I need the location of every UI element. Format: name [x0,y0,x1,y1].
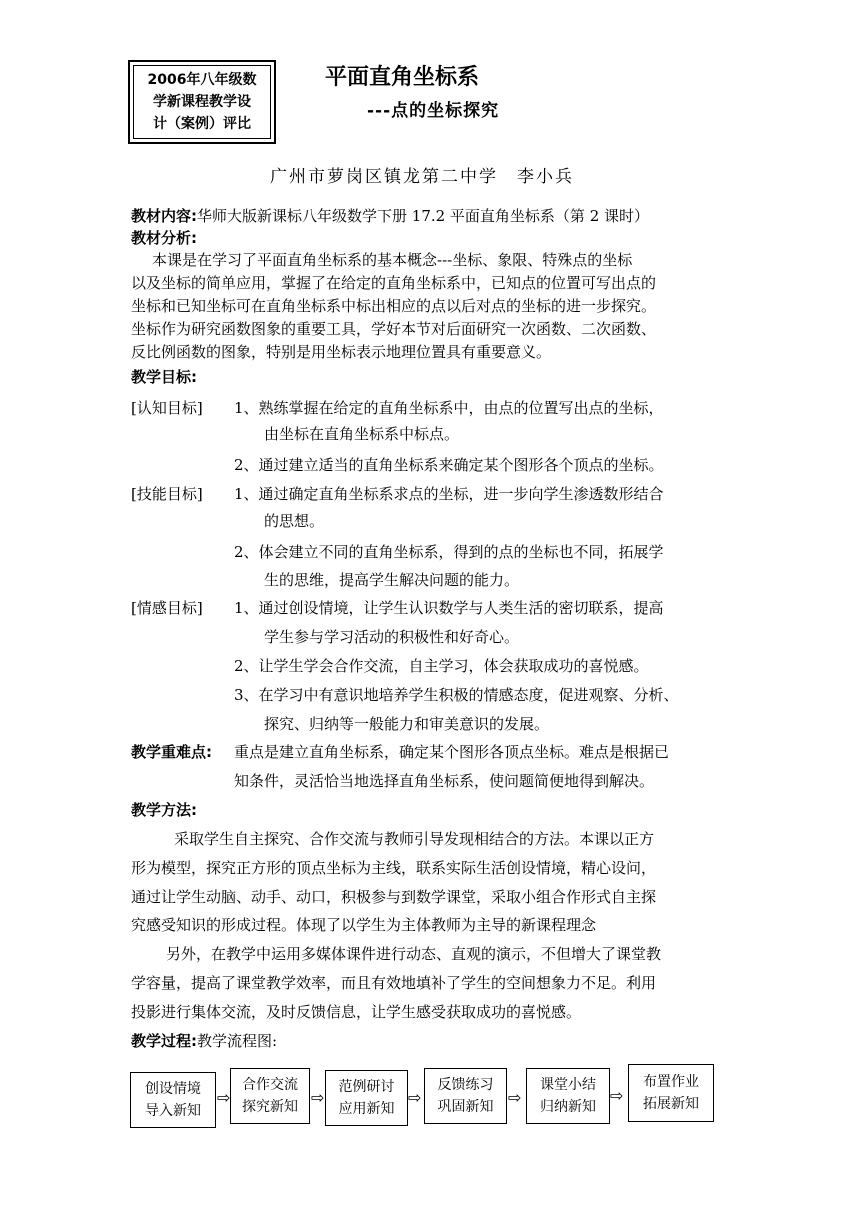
flow-box-3 [325,1070,408,1126]
method-line-2: 形为模型，探究正方形的顶点坐标为主线，联系实际生活创设情境，精心设问， [131,859,657,877]
stamp-line-3: 计（案例）评比 [153,116,251,132]
goal-emotion-label: [情感目标] [131,599,203,617]
stamp-line-2: 学新课程教学设 [153,94,251,110]
goal-skill-1: 1、通过确定直角坐标系求点的坐标，进一步向学生渗透数形结合 [234,485,664,503]
goal-skill-2b: 生的思维，提高学生解决问题的能力。 [264,571,520,589]
key-line-1: 重点是建立直角坐标系，确定某个图形各顶点坐标。难点是根据已 [234,743,670,761]
material-row [131,206,649,226]
material-text: 华师大版新课标八年级数学下册 17.2 平面直角坐标系（第 2 课时） [197,207,650,225]
goals-label: 教学目标: [131,368,197,386]
goal-cognitive-1: 1、熟练掌握在给定的直角坐标系中，由点的位置写出点的坐标， [234,399,664,417]
flow-box-6-line-1: 布置作业 [643,1074,699,1090]
flow-box-1 [130,1072,216,1128]
flow-arrow-icon: ⇨ [610,1086,624,1105]
page-title: 平面直角坐标系 [325,65,480,90]
method-line-5: 另外，在教学中运用多媒体课件进行动态、直观的演示，不但增大了课堂教 [166,945,662,963]
flow-box-4 [424,1068,507,1124]
flow-box-6-line-2: 拓展新知 [643,1096,699,1112]
flow-arrow-icon: ⇨ [311,1088,325,1107]
contest-stamp-box [128,60,276,144]
method-line-1: 采取学生自主探究、合作交流与教师引导发现相结合的方法。本课以正方 [174,830,655,848]
flow-box-3-line-2: 应用新知 [338,1101,395,1117]
process-text: 教学流程图: [197,1032,278,1050]
goal-cognitive-1b: 由坐标在直角坐标系中标点。 [264,425,460,443]
flow-box-2 [230,1068,310,1124]
flow-box-1-line-2: 导入新知 [145,1103,201,1119]
method-label: 教学方法: [131,801,197,819]
flow-arrow-icon: ⇨ [408,1088,422,1107]
key-line-2: 知条件，灵活恰当地选择直角坐标系，使问题简便地得到解决。 [234,772,655,790]
goal-skill-label: [技能目标] [131,485,203,503]
flow-box-2-line-2: 探究新知 [242,1099,298,1115]
process-row [131,1031,277,1051]
method-line-6: 学容量，提高了课堂教学效率，而且有效地填补了学生的空间想象力不足。利用 [131,974,657,992]
goal-emotion-1b: 学生参与学习活动的积极性和好奇心。 [264,628,520,646]
goal-emotion-3b: 探究、归纳等一般能力和审美意识的发展。 [264,715,550,733]
flow-box-3-line-1: 范例研讨 [338,1079,395,1095]
method-line-7: 投影进行集体交流，及时反馈信息，让学生感受获取成功的喜悦感。 [131,1003,582,1021]
flow-box-4-line-2: 巩固新知 [437,1099,494,1115]
goal-cognitive-label: [认知目标] [131,399,203,417]
method-line-3: 通过让学生动脑、动手、动口，积极参与到数学课堂，采取小组合作形式自主探 [131,888,657,906]
contest-stamp-inner [133,65,271,139]
goal-skill-1b: 的思想。 [264,512,325,530]
goal-emotion-2: 2、让学生学会合作交流，自主学习，体会获取成功的喜悦感。 [234,657,649,675]
goal-skill-2: 2、体会建立不同的直角坐标系，得到的点的坐标也不同，拓展学 [234,543,664,561]
method-line-4: 究感受知识的形成过程。体现了以学生为主体教师为主导的新课程理念 [131,916,597,934]
flow-arrow-icon: ⇨ [217,1088,231,1107]
goal-cognitive-2: 2、通过建立适当的直角坐标系来确定某个图形各个顶点的坐标。 [234,456,664,474]
flow-box-5-line-1: 课堂小结 [540,1077,596,1093]
key-label: 教学重难点: [131,743,212,761]
analysis-line-1: 本课是在学习了平面直角坐标系的基本概念---坐标、象限、特殊点的坐标 [152,251,633,269]
analysis-line-5: 反比例函数的图象，特别是用坐标表示地理位置具有重要意义。 [131,343,552,361]
flow-box-5 [526,1068,610,1124]
goal-emotion-3: 3、在学习中有意识地培养学生积极的情感态度，促进观察、分析、 [234,686,679,704]
analysis-label: 教材分析: [131,229,197,247]
flow-box-6 [628,1064,714,1122]
flow-box-2-line-1: 合作交流 [242,1077,298,1093]
flow-box-5-line-2: 归纳新知 [540,1099,596,1115]
process-label: 教学过程: [131,1032,197,1050]
analysis-line-2: 以及坐标的简单应用，掌握了在给定的直角坐标系中，已知点的位置可写出点的 [131,274,657,292]
goal-emotion-1: 1、通过创设情境，让学生认识数学与人类生活的密切联系，提高 [234,599,664,617]
flow-box-4-line-1: 反馈练习 [437,1077,494,1093]
stamp-line-1: 2006年八年级数 [147,72,257,88]
analysis-line-4: 坐标作为研究函数图象的重要工具，学好本节对后面研究一次函数、二次函数、 [131,320,657,338]
analysis-line-3: 坐标和已知坐标可在直角坐标系中标出相应的点以后对点的坐标的进一步探究。 [131,297,657,315]
author-line: 广州市萝岗区镇龙第二中学 李小兵 [270,167,574,187]
material-label: 教材内容: [131,207,197,225]
flow-box-1-line-1: 创设情境 [145,1081,201,1097]
page-subtitle: ---点的坐标探究 [367,101,500,121]
flow-arrow-icon: ⇨ [508,1088,522,1107]
